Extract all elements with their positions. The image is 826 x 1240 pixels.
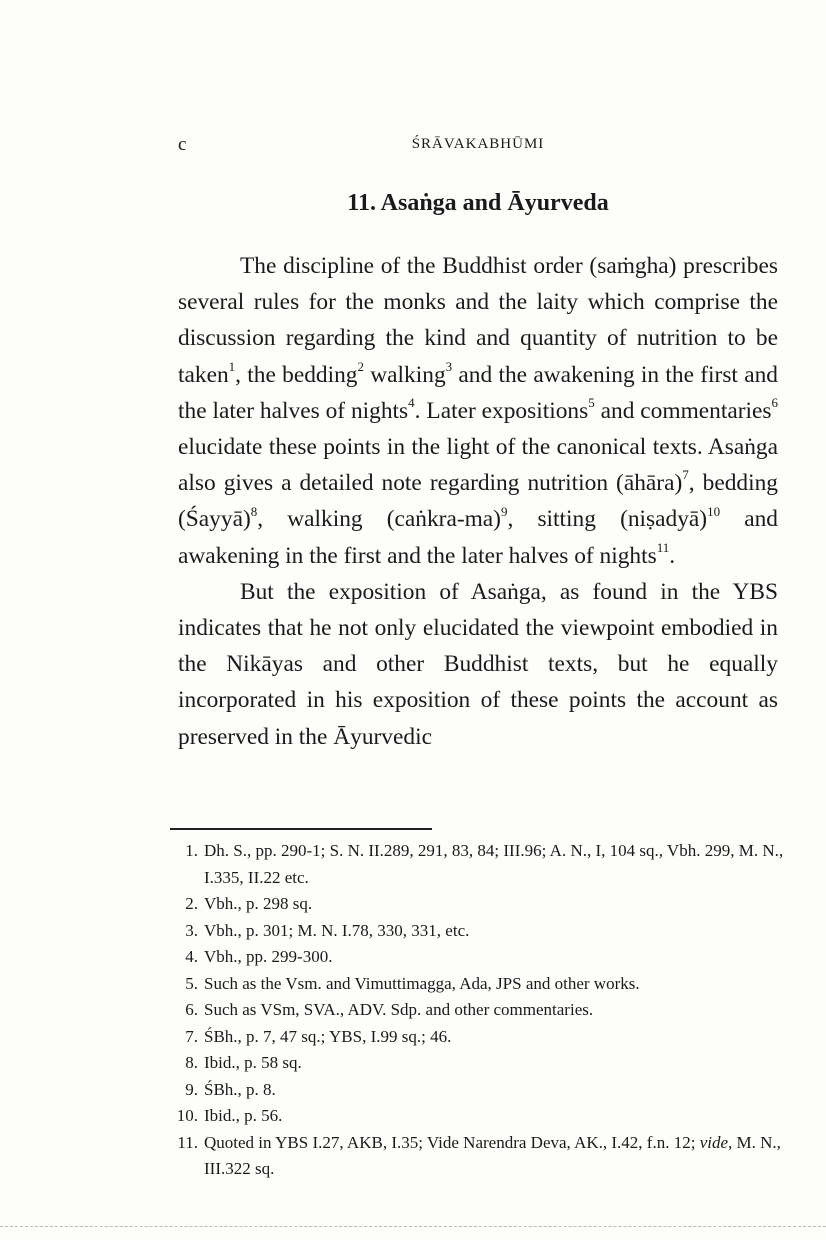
footnote-ref: 10 [707,503,721,519]
footnote-text: Ibid., p. 56. [204,1106,283,1125]
text-run: and commentaries [594,397,772,424]
footnote-number: 2. [185,894,198,913]
footnote [170,838,786,891]
section-heading: 11. Asaṅga and Āyurveda [347,190,609,216]
footnote-ref: 9 [500,503,508,519]
footnote-ref: 5 [588,395,595,411]
text-run: walking [364,361,446,388]
text-run: elucidate these points in the light of the canonical texts. Asaṅga also gives a detailed note regarding nutrition (āhāra) [178,434,778,497]
footnote-number: 11. [177,1132,198,1152]
footnote-number: 9. [185,1079,198,1099]
footnote [170,1130,786,1183]
footnote-number: 10. [176,1106,198,1125]
text-run: , sitting (niṣadyā) [507,506,708,533]
footnote-ref: 7 [682,467,689,483]
page-folio: c [178,134,187,155]
text-run: , bedding (Śayyā) [178,470,778,533]
footnote-text: Such as VSm, SVA., ADV. Sdp. and other commentaries. [204,1000,594,1019]
footnote-text: ŚBh., p. 7, 47 sq.; YBS, I.99 sq.; 46. [204,1026,452,1046]
footnote-ref: 8 [250,503,258,519]
footnote [170,971,786,998]
footnote-text: Vbh., p. 298 sq. [204,894,313,913]
footnote-number: 3. [185,920,198,940]
footnote-divider [170,828,432,830]
footnote [170,1103,786,1130]
footnote-ref: 11 [656,539,670,555]
footnote [170,1024,786,1051]
footnote [170,1077,786,1104]
running-title: ŚRĀVAKABHŪMI [411,136,545,152]
paragraph-2: But the exposition of Asaṅga, as found in the YBS indicates that he not only elucidated the viewpoint embodied in the Nikāyas and other Buddhist texts, but he equally incorporated in his exposition of these points the account as preserved in the Āyurvedic [178,578,778,750]
footnote [170,1050,786,1077]
footnote-ref: 3 [445,358,453,374]
page-bottom-edge [0,1226,826,1227]
footnote-text: ŚBh., p. 8. [204,1079,276,1099]
footnotes [170,838,786,1183]
text-run: The discipline of the Buddhist order (saṁgha) prescribes several rules for the monks and the laity which comprise the discussion regarding the kind and quantity of nutrition to be taken [178,253,778,388]
footnote-ref: 2 [357,358,364,374]
footnote-ref: 1 [228,358,236,374]
footnote [170,918,786,945]
text-run: and awakening in the first and the later halves of nights [178,506,779,569]
body-text [178,248,778,755]
footnote-number: 1. [185,841,198,860]
footnote-italic: vide [699,1132,729,1152]
footnote-number: 6. [185,1000,198,1019]
footnote [170,891,786,918]
footnote-text: , M. N., III.322 sq. [204,1132,781,1178]
footnote-ref: 4 [408,395,415,411]
footnote-text: Quoted in YBS I.27, AKB, I.35; Vide Narendra Deva, AK., I.42, f.n. 12; [204,1132,700,1152]
paragraph-1 [178,248,778,574]
footnote-number: 7. [185,1026,198,1046]
footnote-text: Such as the Vsm. and Vimuttimagga, Ada, JPS and other works. [204,973,640,993]
footnote-number: 8. [185,1053,198,1072]
text-run: , walking (caṅkra-ma) [257,506,501,533]
footnote-number: 4. [185,947,198,966]
footnote [170,997,786,1024]
footnote-text: Vbh., p. 301; M. N. I.78, 330, 331, etc. [204,920,470,940]
footnote-ref: 6 [771,395,778,411]
footnote-text: Vbh., pp. 299-300. [204,947,333,966]
footnote-number: 5. [185,973,198,993]
footnote-text: Dh. S., pp. 290-1; S. N. II.289, 291, 83, 84; III.96; A. N., I, 104 sq., Vbh. 299, M. N., I.335, II.22 etc. [204,841,784,887]
text-run: , the bedding [235,361,358,388]
running-header [178,134,778,162]
footnote-text: Ibid., p. 58 sq. [204,1053,302,1072]
text-run: . [669,542,676,569]
text-run: and the awakening in the first and the later halves of nights [178,361,778,424]
text-run: . Later expositions [414,397,589,424]
footnote [170,944,786,971]
